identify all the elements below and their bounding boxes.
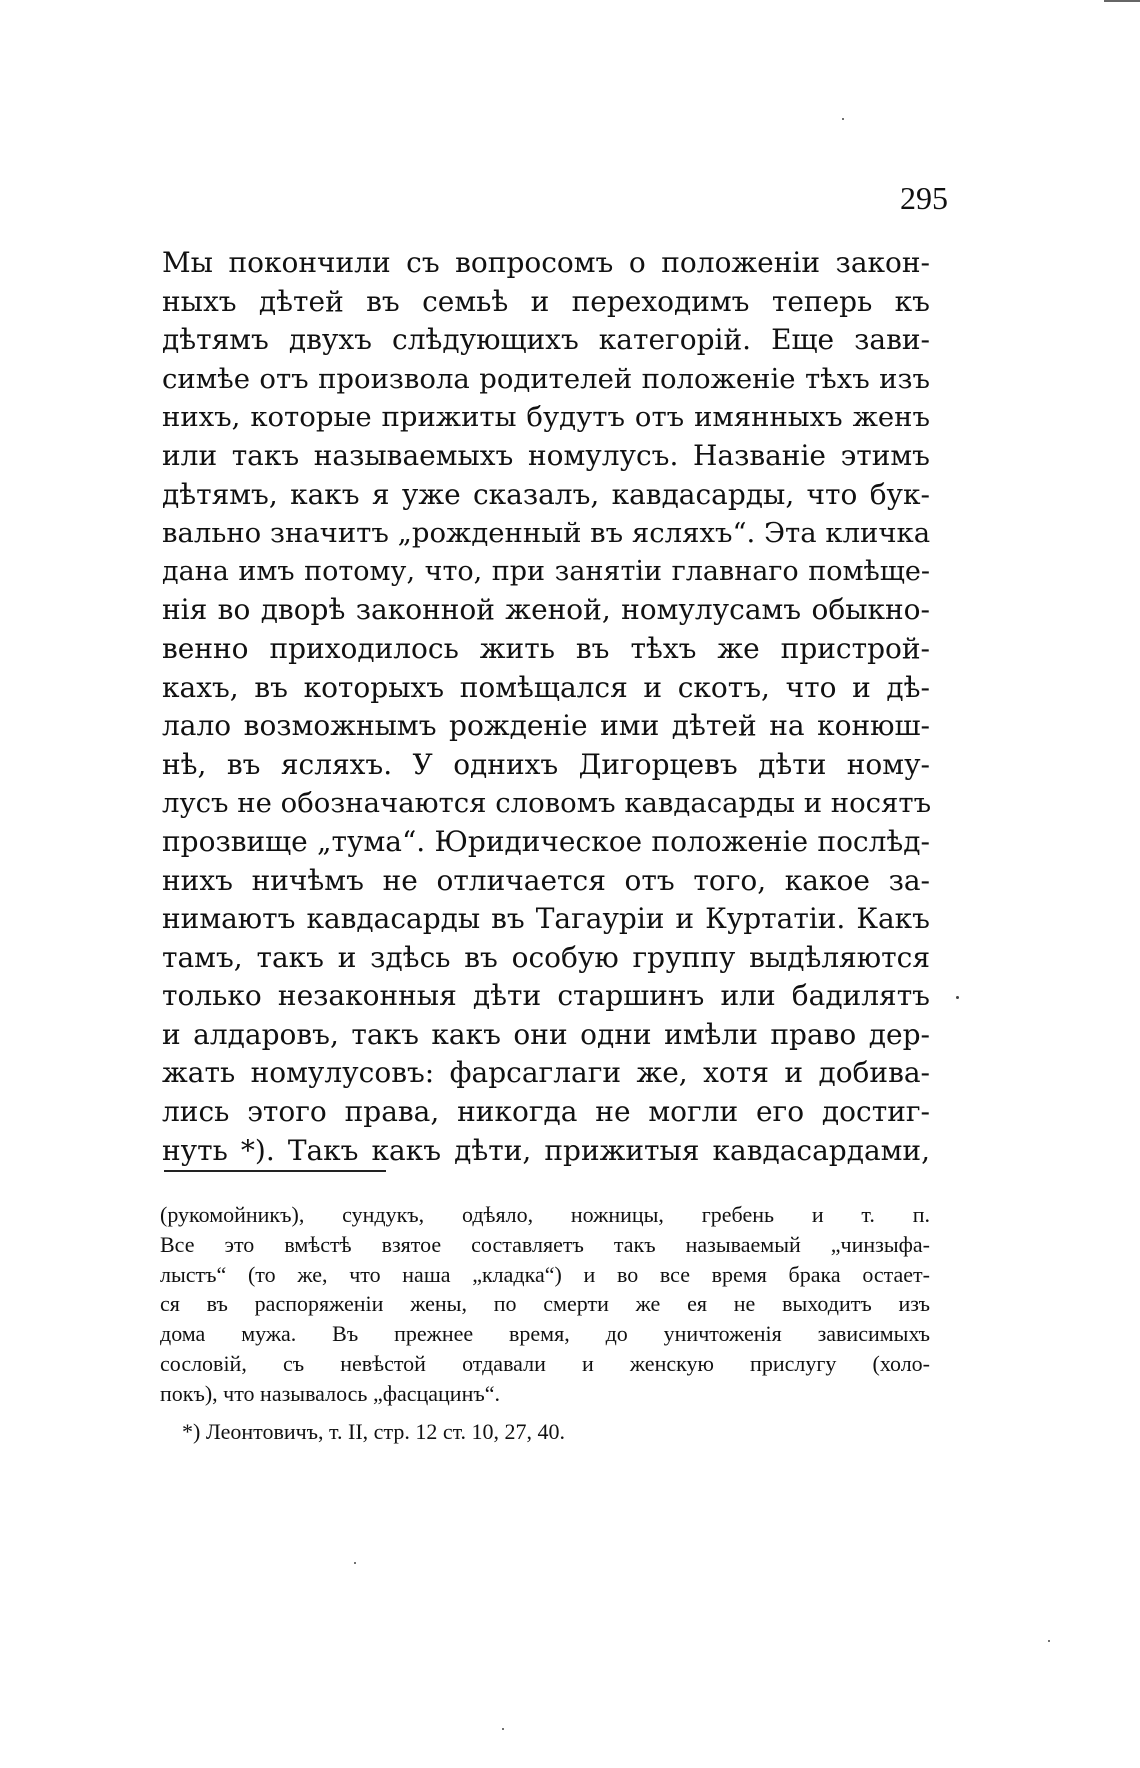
text-line: нихъ ничѣмъ не отличается отъ того, какое за- — [162, 863, 930, 897]
text-line: лало возможнымъ рожденiе ими дѣтей на конюш- — [162, 709, 930, 743]
text-line: нихъ, которые прижиты будутъ отъ имянныхъ женъ — [162, 401, 930, 434]
text-line: нiя во дворѣ законной женой, номулусамъ обыкно- — [162, 593, 930, 627]
footnote-separator — [164, 1170, 386, 1172]
text-line: тамъ, такъ и здѣсь въ особую группу выдѣляются — [162, 940, 930, 974]
page-number: 295 — [900, 180, 948, 216]
footnote-line: сословiй, съ невѣстой отдавали и женскую прислугу (холо- — [160, 1350, 930, 1376]
print-speck — [354, 1562, 356, 1564]
text-line: кахъ, въ которыхъ помѣщался и скотъ, что и дѣ- — [162, 670, 930, 704]
text-line: вально значитъ „рожденный въ ясляхъ“. Эта кличка — [162, 517, 931, 550]
print-speck — [956, 996, 959, 999]
text-line: и алдаровъ, такъ какъ они одни имѣли право дер- — [162, 1017, 930, 1051]
text-line: ныхъ дѣтей въ семьѣ и переходимъ теперь къ — [162, 284, 930, 318]
text-line: или такъ называемыхъ номулусъ. Названiе этимъ — [162, 438, 930, 472]
print-speck — [842, 118, 844, 120]
footnotes — [160, 1200, 930, 1446]
text-line: симѣе отъ произвола родителей положенiе тѣхъ изъ — [162, 362, 930, 395]
text-line: только незаконныя дѣти старшинъ или бадилятъ — [162, 979, 930, 1013]
text-line: нѣ, въ ясляхъ. У однихъ Дигорцевъ дѣти ному- — [162, 747, 930, 781]
text-line: нимаютъ кавдасарды въ Тагаурiи и Куртатiи. Какъ — [162, 902, 930, 936]
footnote-line: ся въ распоряженiи жены, по смерти же ея не выходитъ изъ — [160, 1291, 930, 1317]
text-line: венно приходилось жить въ тѣхъ же пристрой- — [162, 631, 930, 665]
body-text — [162, 244, 930, 1170]
print-speck — [1048, 1640, 1050, 1642]
footnote-line: (рукомойникъ), сундукъ, одѣяло, ножницы, гребень и т. п. — [160, 1202, 930, 1227]
footnote-line: дома мужа. Въ прежнее время, до уничтоженiя зависимыхъ — [160, 1321, 930, 1347]
text-line: нуть *). Такъ какъ дѣти, прижитыя кавдасардами, — [162, 1133, 930, 1167]
text-line: дѣтямъ двухъ слѣдующихъ категорiй. Еще зави- — [162, 323, 930, 357]
print-speck — [502, 1728, 504, 1730]
text-line: дѣтямъ, какъ я уже сказалъ, кавдасарды, что бук- — [162, 477, 930, 511]
page-edge-mark — [1104, 0, 1140, 2]
text-line: дана имъ потому, что, при занятiи главнаго помѣще- — [162, 555, 930, 587]
text-line: лись этого права, никогда не могли его достиг- — [162, 1095, 930, 1129]
text-line: Мы покончили съ вопросомъ о положенiи закон- — [162, 246, 930, 279]
footnote-line: лыстъ“ (то же, что наша „кладка“) и во все время брака остает- — [160, 1261, 930, 1287]
footnote-line: покъ), что называлось „фасцацинъ“. — [160, 1380, 500, 1406]
text-line: прозвище „тума“. Юридическое положенiе послѣд- — [162, 824, 930, 858]
text-line: лусъ не обозначаются словомъ кавдасарды и носятъ — [162, 787, 932, 820]
text-line: жать номулусовъ: фарсаглаги же, хотя и добива- — [162, 1056, 930, 1090]
footnote-line: Все это вмѣстѣ взятое составляетъ такъ называемый „чинзыфа- — [160, 1231, 930, 1257]
footnote-reference: *) Леонтовичъ, т. II, стр. 12 ст. 10, 27, 40. — [182, 1418, 566, 1444]
